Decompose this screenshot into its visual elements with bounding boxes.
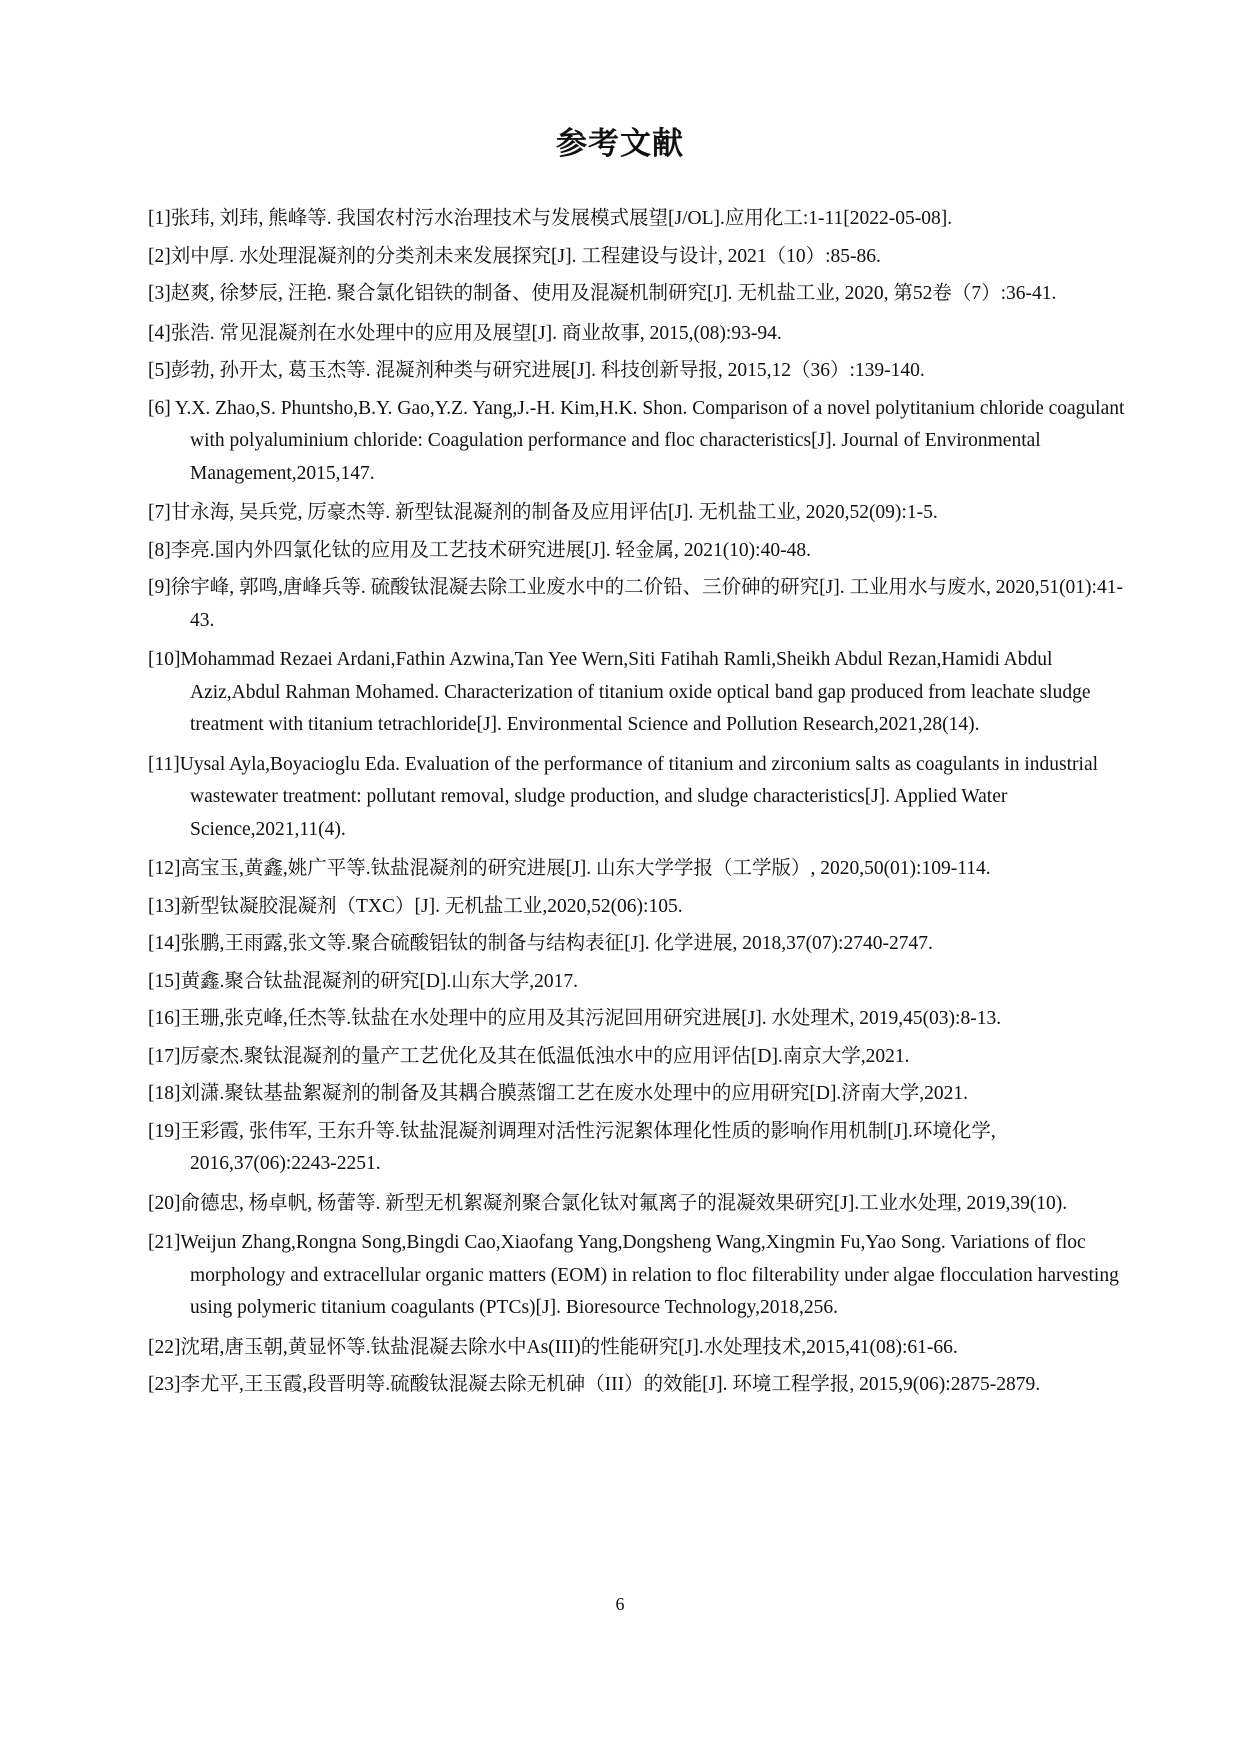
page-title: 参考文献: [556, 126, 684, 162]
page-number: 6: [615, 1594, 625, 1614]
reference-item-23: [23]李尤平,王玉霞,段晋明等.硫酸钛混凝去除无机砷（III）的效能[J]. 环境工程学报, 2015,9(06):2875-2879.: [148, 1374, 1041, 1395]
reference-item-7: [7]甘永海, 吴兵党, 厉豪杰等. 新型钛混凝剂的制备及应用评估[J]. 无机盐工业, 2020,52(09):1-5.: [148, 502, 938, 523]
reference-item-19: [19]王彩霞, 张伟军, 王东升等.钛盐混凝剂调理对活性污泥絮体理化性质的影响作用机制[J].环境化学, 2016,37(06):2243-2251.: [148, 1120, 996, 1174]
reference-item-10: [10]Mohammad Rezaei Ardani,Fathin Azwina,Tan Yee Wern,Siti Fatihah Ramli,Sheikh Abdul Rezan,Hamidi Abdul Aziz,Abdul Rahman Mohamed. Characterization of titanium oxide optical band gap produced from leachate sludge treatment with titanium tetrachloride[J]. Environmental Science and Pollution Research,2021,28(14).: [148, 649, 1091, 735]
reference-item-2: [2]刘中厚. 水处理混凝剂的分类剂未来发展探究[J]. 工程建设与设计, 2021（10）:85-86.: [148, 245, 881, 267]
reference-item-3: [3]赵爽, 徐梦辰, 汪艳. 聚合氯化铝铁的制备、使用及混凝机制研究[J]. 无机盐工业, 2020, 第52卷（7）:36-41.: [148, 283, 1057, 304]
reference-item-15: [15]黄鑫.聚合钛盐混凝剂的研究[D].山东大学,2017.: [148, 970, 579, 992]
reference-item-12: [12]高宝玉,黄鑫,姚广平等.钛盐混凝剂的研究进展[J]. 山东大学学报（工学版）, 2020,50(01):109-114.: [148, 858, 991, 879]
reference-item-13: [13]新型钛凝胶混凝剂（TXC）[J]. 无机盐工业,2020,52(06):105.: [148, 895, 683, 917]
reference-item-8: [8]李亮.国内外四氯化钛的应用及工艺技术研究进展[J]. 轻金属, 2021(10):40-48.: [148, 539, 811, 561]
reference-item-20: [20]俞德忠, 杨卓帆, 杨蕾等. 新型无机絮凝剂聚合氯化钛对氟离子的混凝效果研究[J].工业水处理, 2019,39(10).: [148, 1192, 1068, 1214]
reference-item-6: [6] Y.X. Zhao,S. Phuntsho,B.Y. Gao,Y.Z. Yang,J.-H. Kim,H.K. Shon. Comparison of a novel polytitanium chloride coagulant with polyaluminium chloride: Coagulation performance and floc characteristics[J]. Journal of Environmental Management,2015,147.: [148, 397, 1125, 484]
reference-item-9: [9]徐宇峰, 郭鸣,唐峰兵等. 硫酸钛混凝去除工业废水中的二价铅、三价砷的研究[J]. 工业用水与废水, 2020,51(01):41-43.: [148, 577, 1123, 631]
reference-item-4: [4]张浩. 常见混凝剂在水处理中的应用及展望[J]. 商业故事, 2015,(08):93-94.: [148, 322, 782, 344]
reference-item-11: [11]Uysal Ayla,Boyacioglu Eda. Evaluation of the performance of titanium and zirconium salts as coagulants in industrial wastewater treatment: pollutant removal, sludge production, and sludge characteristics[J]. Applied Water Science,2021,11(4).: [148, 753, 1099, 840]
reference-item-17: [17]厉豪杰.聚钛混凝剂的量产工艺优化及其在低温低浊水中的应用评估[D].南京大学,2021.: [148, 1045, 910, 1067]
reference-item-14: [14]张鹏,王雨露,张文等.聚合硫酸铝钛的制备与结构表征[J]. 化学进展, 2018,37(07):2740-2747.: [148, 933, 933, 954]
reference-item-18: [18]刘潇.聚钛基盐絮凝剂的制备及其耦合膜蒸馏工艺在废水处理中的应用研究[D].济南大学,2021.: [148, 1083, 969, 1104]
reference-item-21: [21]Weijun Zhang,Rongna Song,Bingdi Cao,Xiaofang Yang,Dongsheng Wang,Xingmin Fu,Yao Song. Variations of floc morphology and extracellular organic matters (EOM) in relation to floc filterability under algae flocculation harvesting using polymeric titanium coagulants (PTCs)[J]. Bioresource Technology,2018,256.: [148, 1232, 1119, 1318]
reference-list: [148, 203, 1128, 1409]
reference-item-16: [16]王珊,张克峰,任杰等.钛盐在水处理中的应用及其污泥回用研究进展[J]. 水处理术, 2019,45(03):8-13.: [148, 1008, 1002, 1029]
reference-item-5: [5]彭勃, 孙开太, 葛玉杰等. 混凝剂种类与研究进展[J]. 科技创新导报, 2015,12（36）:139-140.: [148, 360, 925, 381]
reference-item-22: [22]沈珺,唐玉朝,黄显怀等.钛盐混凝去除水中As(III)的性能研究[J].水处理技术,2015,41(08):61-66.: [148, 1336, 958, 1358]
reference-item-1: [1]张玮, 刘玮, 熊峰等. 我国农村污水治理技术与发展模式展望[J/OL].应用化工:1-11[2022-05-08].: [148, 208, 953, 229]
